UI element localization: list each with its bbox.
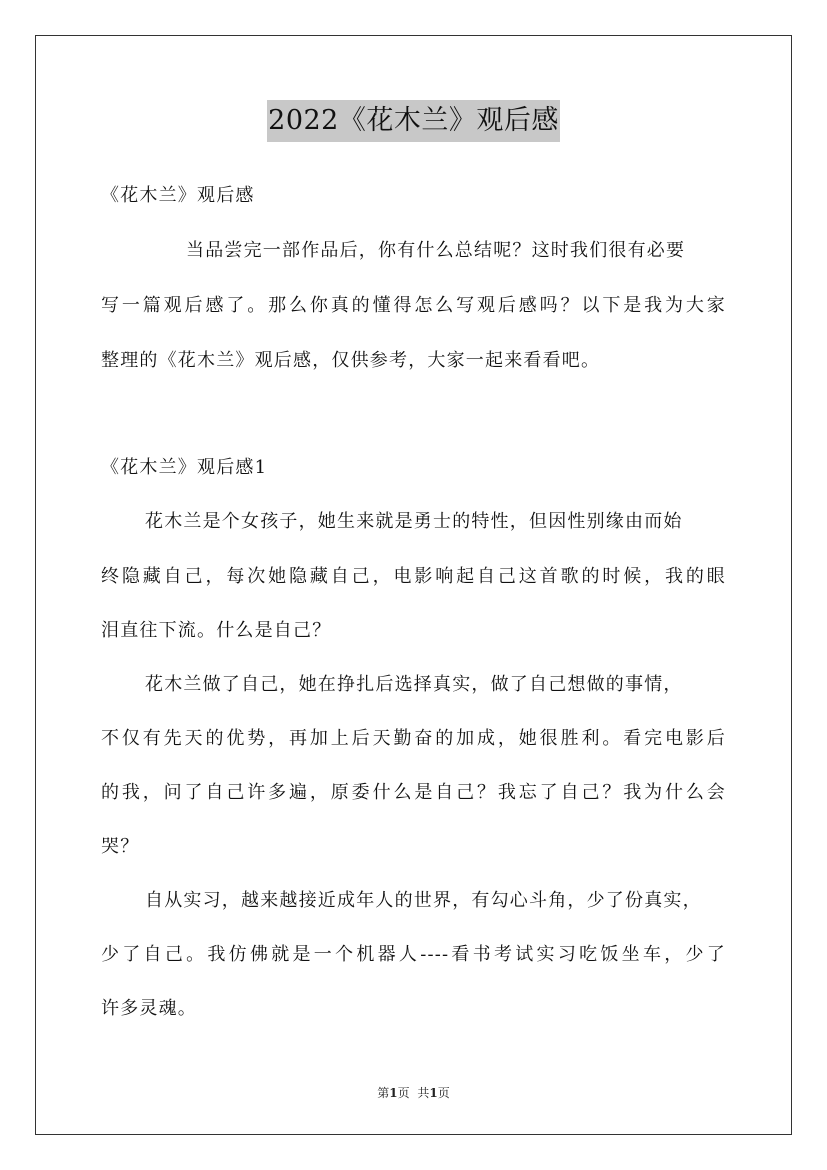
page-total-prefix: 共: [417, 1086, 430, 1100]
intro-line-2: 写一篇观后感了。那么你真的懂得怎么写观后感吗？以下是我为大家: [101, 295, 726, 316]
page-number-current: 1: [389, 1086, 398, 1100]
document-subtitle: 《花木兰》观后感: [101, 185, 255, 206]
document-title-text: 2022《花木兰》观后感: [267, 100, 560, 142]
page-footer: [0, 1084, 827, 1101]
paragraph2-line-4: 哭？: [101, 836, 140, 857]
paragraph3-line-2: 少了自己。我仿佛就是一个机器人----看书考试实习吃饭坐车，少了: [101, 944, 726, 965]
document-title: [0, 100, 827, 142]
page-number-prefix: 第: [377, 1086, 390, 1100]
paragraph3-line-1: 自从实习，越来越接近成年人的世界，有勾心斗角，少了份真实，: [145, 890, 702, 911]
paragraph1-line-1: 花木兰是个女孩子，她生来就是勇士的特性，但因性别缘由而始: [145, 511, 683, 532]
paragraph2-line-3: 的我，问了自己许多遍，原委什么是自己？我忘了自己？我为什么会: [101, 782, 726, 803]
intro-line-3: 整理的《花木兰》观后感，仅供参考，大家一起来看看吧。: [101, 350, 601, 371]
page-number-suffix: 页: [397, 1086, 410, 1100]
paragraph2-line-2: 不仅有先天的优势，再加上后天勤奋的加成，她很胜利。看完电影后: [101, 728, 726, 749]
paragraph3-line-3: 许多灵魂。: [101, 998, 197, 1019]
paragraph2-line-1: 花木兰做了自己，她在挣扎后选择真实，做了自己想做的事情，: [145, 674, 683, 695]
intro-line-1: 当品尝完一部作品后，你有什么总结呢？这时我们很有必要: [186, 240, 686, 261]
paragraph1-line-3: 泪直往下流。什么是自己？: [101, 620, 332, 641]
paragraph1-line-2: 终隐藏自己，每次她隐藏自己，电影响起自己这首歌的时候，我的眼: [101, 566, 726, 587]
section-heading: 《花木兰》观后感1: [101, 457, 268, 478]
page-total-count: 1: [429, 1086, 438, 1100]
page-total-suffix: 页: [437, 1086, 450, 1100]
